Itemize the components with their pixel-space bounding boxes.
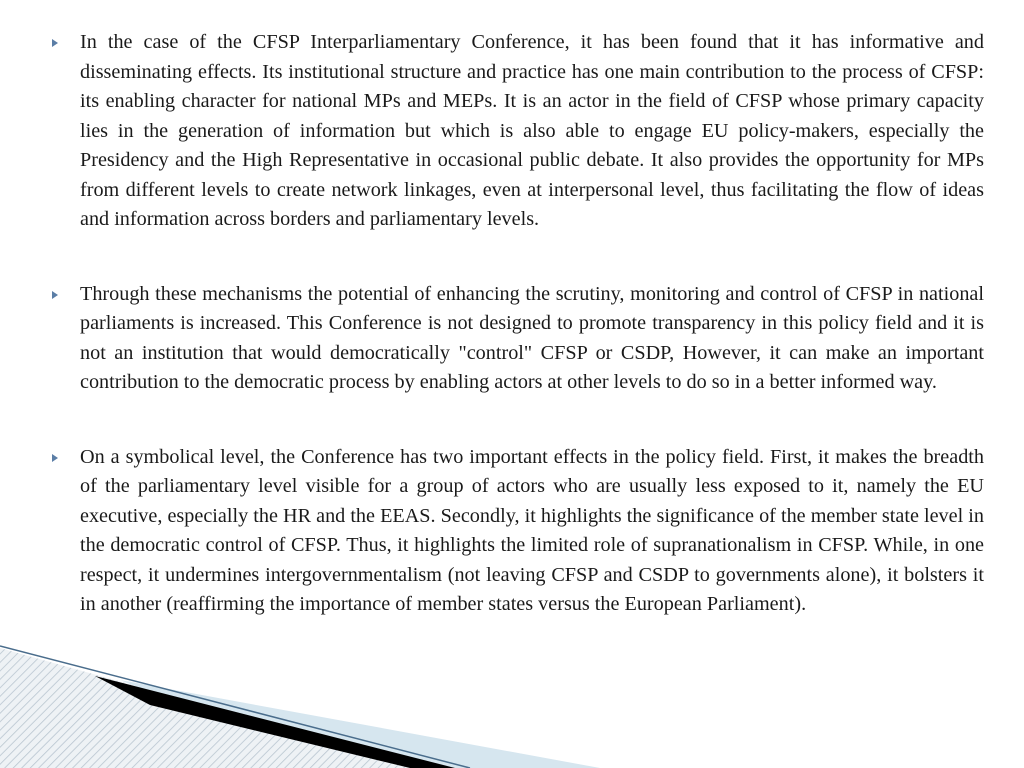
bullet-item	[50, 28, 984, 235]
bullet-text: In the case of the CFSP Interparliamentary Conference, it has been found that it has informative and disseminating effects. Its institutional structure and practice has one main contribution to the process of CFSP: its enabling character for national MPs and MEPs. It is an actor in the field of CFSP whose primary capacity lies in the generation of information but which is also able to engage EU policy-makers, especially the Presidency and the High Representative in occasional public debate. It also provides the opportunity for MPs from different levels to create network linkages, even at interpersonal level, thus facilitating the flow of ideas and information across borders and parliamentary levels.	[80, 31, 984, 230]
bullet-item	[50, 280, 984, 398]
triangle-bullet-icon	[52, 291, 58, 299]
triangle-bullet-icon	[52, 454, 58, 462]
bullet-text: On a symbolical level, the Conference has two important effects in the policy field. First, it makes the breadth of the parliamentary level visible for a group of actors who are usually less exposed to it, namely the EU executive, especially the HR and the EEAS. Secondly, it highlights the significance of the member state level in the democratic control of CFSP. Thus, it highlights the limited role of supranationalism in CFSP. While, in one respect, it undermines intergovernmentalism (not leaving CFSP and CSDP to governments alone), it bolsters it in another (reaffirming the importance of member states versus the European Parliament).	[80, 445, 984, 615]
triangle-bullet-icon	[52, 39, 58, 47]
bullet-item	[50, 443, 984, 620]
bullet-text: Through these mechanisms the potential of enhancing the scrutiny, monitoring and control of CFSP in national parliaments is increased. This Conference is not designed to promote transparency in this policy field and it is not an institution that would democratically "control" CFSP or CSDP, However, it can make an important contribution to the democratic process by enabling actors at other levels to do so in a better informed way.	[80, 282, 984, 393]
bullet-list	[50, 28, 984, 620]
